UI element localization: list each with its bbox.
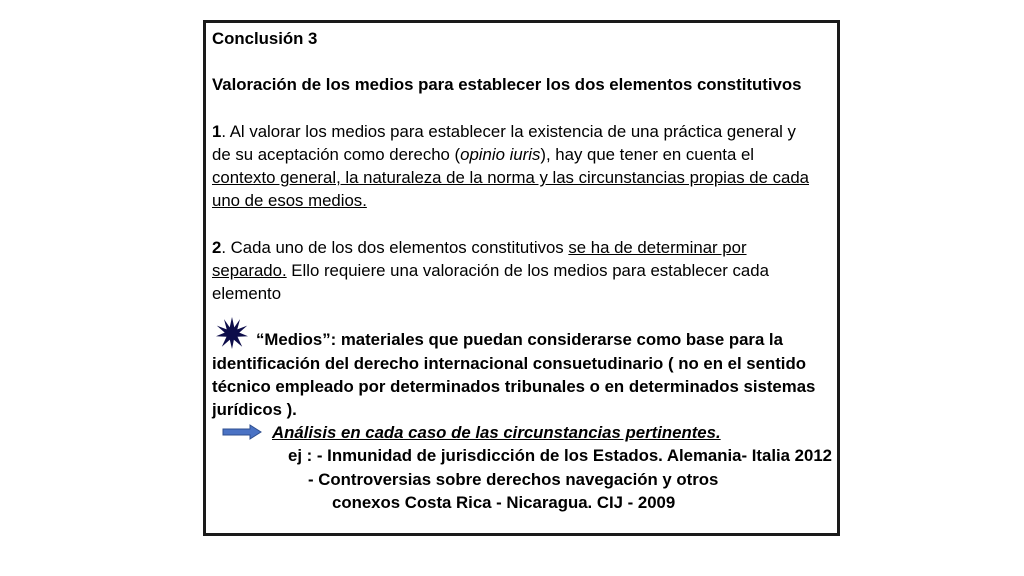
starburst-bullet-icon <box>216 317 248 349</box>
point2-line2 <box>212 259 838 282</box>
point1-number: 1 <box>212 121 222 141</box>
spacer <box>212 97 838 120</box>
subtitle: Valoración de los medios para establecer los dos elementos constitutivos <box>212 75 802 95</box>
point2-line3: elemento <box>212 284 282 304</box>
point2-line2-text: Ello requiere una valoración de los medios para establecer cada <box>286 260 769 280</box>
point2-line1-text: . Cada uno de los dos elementos constitutivos <box>221 237 569 257</box>
point1-line3: contexto general, la naturaleza de la norma y las circunstancias propias de cada <box>212 168 810 188</box>
point2-line1 <box>212 236 838 259</box>
medios-line4: jurídicos ). <box>212 400 297 419</box>
analysis-line <box>212 421 838 444</box>
point1-line2-a: de su aceptación como derecho ( <box>212 144 461 164</box>
examples-line1-text: ej : - Inmunidad de jurisdicción de los Estados. Alemania- Italia 2012 <box>288 446 832 466</box>
point1-line2 <box>212 143 838 166</box>
spacer <box>212 213 838 236</box>
point1-line4: uno de esos medios. <box>212 191 367 211</box>
examples-line2-text: - Controversias sobre derechos navegación y otros <box>308 469 719 489</box>
medios-line1-text: “Medios”: materiales que puedan considerarse como base para la <box>256 330 783 350</box>
point1-line1-text: . Al valorar los medios para establecer la existencia de una práctica general y <box>221 121 796 141</box>
examples-line1 <box>212 444 838 467</box>
slide-text <box>212 27 838 514</box>
examples-line3 <box>212 491 838 514</box>
medios-line3: técnico empleado por determinados tribunales o en determinados sistemas <box>212 376 816 396</box>
point2-line2-underlined: separado. <box>212 260 287 280</box>
right-arrow-icon <box>222 424 262 440</box>
opinio-iuris: opinio iuris <box>460 144 541 164</box>
analysis-text: Análisis en cada caso de las circunstancias pertinentes. <box>272 423 721 443</box>
point1-line1 <box>212 120 838 143</box>
examples-line2 <box>212 468 838 491</box>
spacer <box>212 50 838 73</box>
medios-line1 <box>212 328 838 351</box>
examples-line3-text: conexos Costa Rica - Nicaragua. CIJ - 2009 <box>332 492 676 512</box>
spacer <box>212 305 838 328</box>
point2-number: 2 <box>212 237 222 257</box>
heading: Conclusión 3 <box>212 29 318 48</box>
medios-line2: identificación del derecho internacional consuetudinario ( no en el sentido <box>212 353 806 373</box>
point2-line1-underlined: se ha de determinar por <box>568 237 747 257</box>
point1-line2-b: ), hay que tener en cuenta el <box>540 144 755 164</box>
